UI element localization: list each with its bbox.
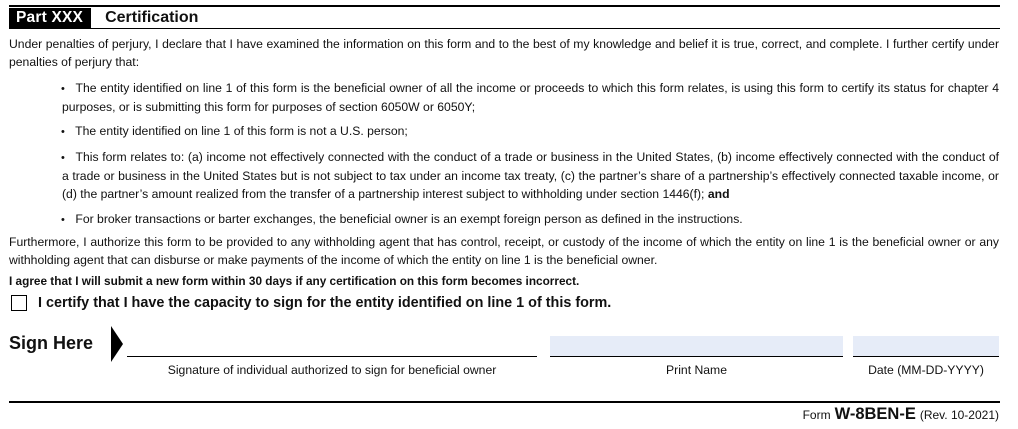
bullet-2-text: The entity identified on line 1 of this form is not a U.S. person; <box>75 124 408 138</box>
certification-bullet-3 <box>62 148 999 203</box>
intro-paragraph: Under penalties of perjury, I declare that I have examined the information on this form and to the best of my knowledge and belief it is true, correct, and complete. I further certify under penalties of perjury that: <box>9 37 999 69</box>
sign-here-heading: Sign Here <box>9 333 94 353</box>
bullet-3-text: This form relates to: (a) income not effectively connected with the conduct of a trade or business in the United States, (b) income effectively connected with the conduct of a trade or business in the United States but is not subject to tax under an income tax treaty, (c) the partner’s share of a partnership’s effectively connected taxable income, or (d) the partner’s amount realized from the transfer of a partnership interest subject to withholding under section 1446(f); <box>62 150 1000 201</box>
certification-bullet-1 <box>62 79 999 116</box>
certify-row <box>11 295 611 311</box>
bullet-4-text: For broker transactions or barter exchanges, the beneficial owner is an exempt foreign person as defined in the instructions. <box>75 212 743 226</box>
certification-bullet-4 <box>62 210 999 229</box>
part-label: Part XXX <box>9 8 91 28</box>
certify-label: I certify that I have the capacity to sign for the entity identified on line 1 of this form. <box>38 295 612 311</box>
part-header <box>9 7 198 28</box>
part-title: Certification <box>105 8 199 26</box>
signature-caption: Signature of individual authorized to sign for beneficial owner <box>167 363 497 377</box>
footer-form-name: W-8BEN-E <box>834 405 916 423</box>
certify-checkbox[interactable] <box>11 295 27 311</box>
bullet-3-and: and <box>707 187 730 201</box>
sign-here-arrow-icon <box>111 326 123 362</box>
footer-revision: (Rev. 10-2021) <box>919 408 999 422</box>
date-field[interactable] <box>853 336 999 357</box>
furthermore-paragraph: Furthermore, I authorize this form to be provided to any withholding agent that has control, receipt, or custody of the income of which the entity on line 1 is the beneficial owner or any withholding agent that can disburse or make payments of the income of which the entity on line 1 is the beneficial owner. <box>9 235 999 267</box>
print-name-caption: Print Name <box>666 363 727 377</box>
certification-bullet-2 <box>62 122 999 141</box>
agreement-statement: I agree that I will submit a new form within 30 days if any certification on this form becomes incorrect. <box>9 274 580 288</box>
header-rule <box>9 28 1000 29</box>
footer-prefix: Form <box>802 408 831 422</box>
bullet-1-text: The entity identified on line 1 of this form is the beneficial owner of all the income or proceeds to which this form relates, is using this form to certify its status for chapter 4 purposes, or is submitting this form for purposes of section 6050W or 6050Y; <box>62 81 999 114</box>
signature-field[interactable] <box>127 336 537 357</box>
date-caption: Date (MM-DD-YYYY) <box>868 363 984 377</box>
form-footer <box>803 405 999 424</box>
bottom-rule <box>9 401 1000 403</box>
print-name-field[interactable] <box>550 336 843 357</box>
